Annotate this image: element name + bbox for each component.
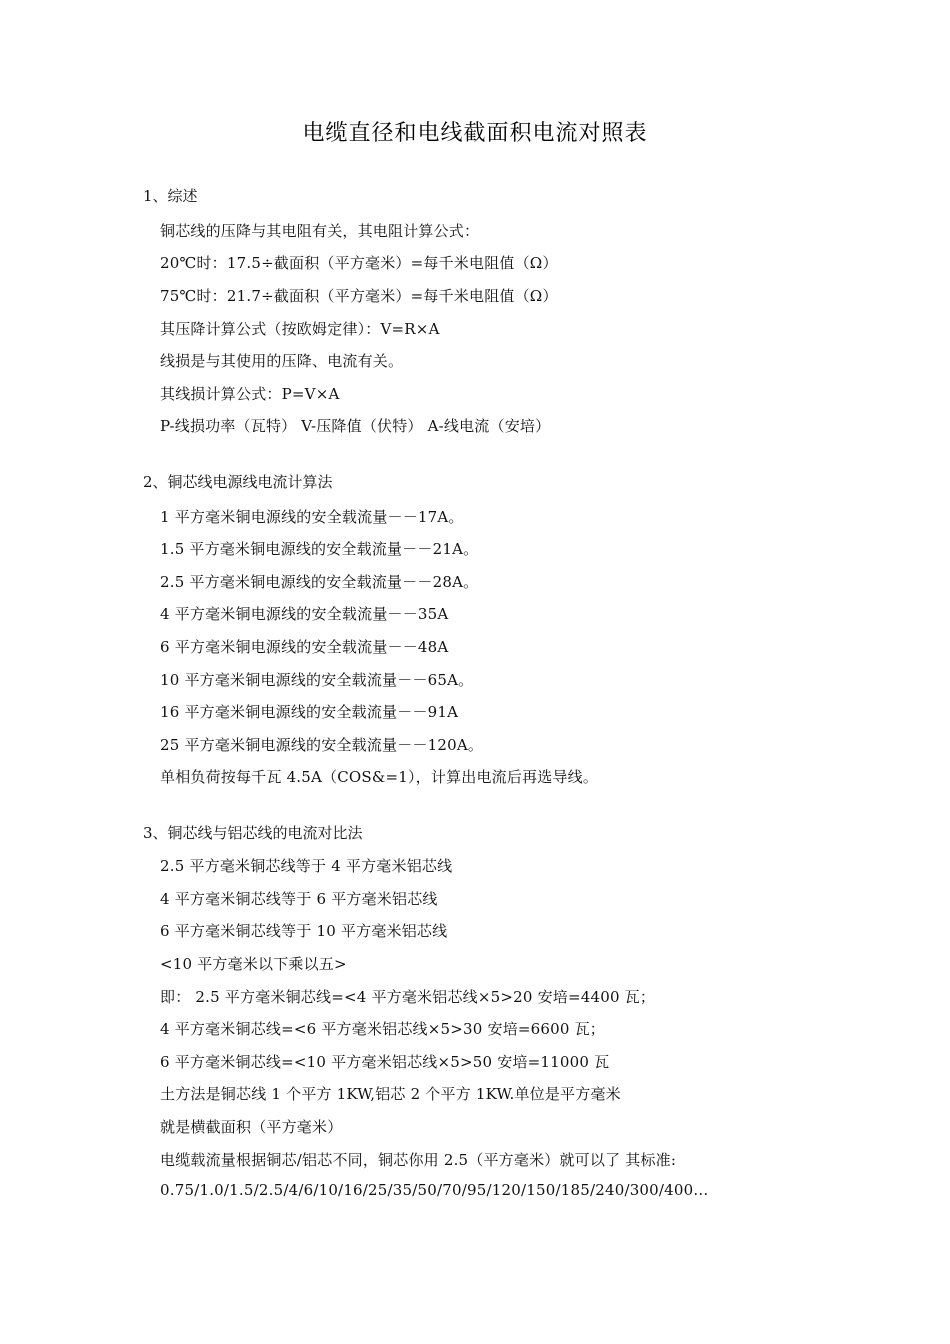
paragraph-line: 铜芯线的压降与其电阻有关，其电阻计算公式： — [160, 222, 480, 240]
paragraph-line: 即： 2.5 平方毫米铜芯线=<4 平方毫米铝芯线×5>20 安培=4400 瓦； — [160, 988, 656, 1006]
paragraph-line: 25 平方毫米铜电源线的安全载流量－－120A。 — [160, 736, 484, 754]
paragraph-line: 16 平方毫米铜电源线的安全载流量－－91A — [160, 703, 459, 721]
paragraph-line: 0.75/1.0/1.5/2.5/4/6/10/16/25/35/50/70/95/120/150/185/240/300/400... — [160, 1181, 709, 1199]
paragraph-line: 线损是与其使用的压降、电流有关。 — [160, 352, 404, 370]
section-heading: 2、铜芯线电源线电流计算法 — [143, 473, 333, 491]
section-heading: 1、综述 — [143, 187, 198, 205]
paragraph-line: 20℃时：17.5÷截面积（平方毫米）=每千米电阻值（Ω） — [160, 254, 558, 272]
paragraph-line: 10 平方毫米铜电源线的安全载流量－－65A。 — [160, 671, 474, 689]
paragraph-line: 1.5 平方毫米铜电源线的安全载流量－－21A。 — [160, 540, 479, 558]
document-title: 电缆直径和电线截面积电流对照表 — [302, 121, 648, 146]
paragraph-line: 土方法是铜芯线 1 个平方 1KW,铝芯 2 个平方 1KW.单位是平方毫米 — [160, 1085, 621, 1103]
paragraph-line: 其线损计算公式：P=V×A — [160, 385, 340, 403]
paragraph-line: 2.5 平方毫米铜芯线等于 4 平方毫米铝芯线 — [160, 857, 453, 875]
paragraph-line: 电缆载流量根据铜芯/铝芯不同，铜芯你用 2.5（平方毫米）就可以了 其标准: — [160, 1151, 677, 1169]
paragraph-line: 4 平方毫米铜芯线等于 6 平方毫米铝芯线 — [160, 890, 438, 908]
paragraph-line: 75℃时：21.7÷截面积（平方毫米）=每千米电阻值（Ω） — [160, 287, 558, 305]
paragraph-line: 单相负荷按每千瓦 4.5A（COS&=1），计算出电流后再选导线。 — [160, 768, 599, 786]
section-heading: 3、铜芯线与铝芯线的电流对比法 — [143, 824, 363, 842]
paragraph-line: 1 平方毫米铜电源线的安全载流量－－17A。 — [160, 508, 464, 526]
paragraph-line: 6 平方毫米铜芯线等于 10 平方毫米铝芯线 — [160, 922, 448, 940]
paragraph-line: 2.5 平方毫米铜电源线的安全载流量－－28A。 — [160, 573, 479, 591]
paragraph-line: P-线损功率（瓦特） V-压降值（伏特） A-线电流（安培） — [160, 417, 551, 435]
paragraph-line: 其压降计算公式（按欧姆定律）：V=R×A — [160, 320, 440, 338]
paragraph-line: 6 平方毫米铜电源线的安全载流量－－48A — [160, 638, 449, 656]
paragraph-line: 4 平方毫米铜芯线=<6 平方毫米铝芯线×5>30 安培=6600 瓦； — [160, 1020, 606, 1038]
paragraph-line: 就是横截面积（平方毫米） — [160, 1118, 343, 1136]
paragraph-line: 4 平方毫米铜电源线的安全载流量－－35A — [160, 605, 449, 623]
paragraph-line: 6 平方毫米铜芯线=<10 平方毫米铝芯线×5>50 安培=11000 瓦 — [160, 1053, 610, 1071]
paragraph-line: <10 平方毫米以下乘以五> — [160, 955, 347, 973]
